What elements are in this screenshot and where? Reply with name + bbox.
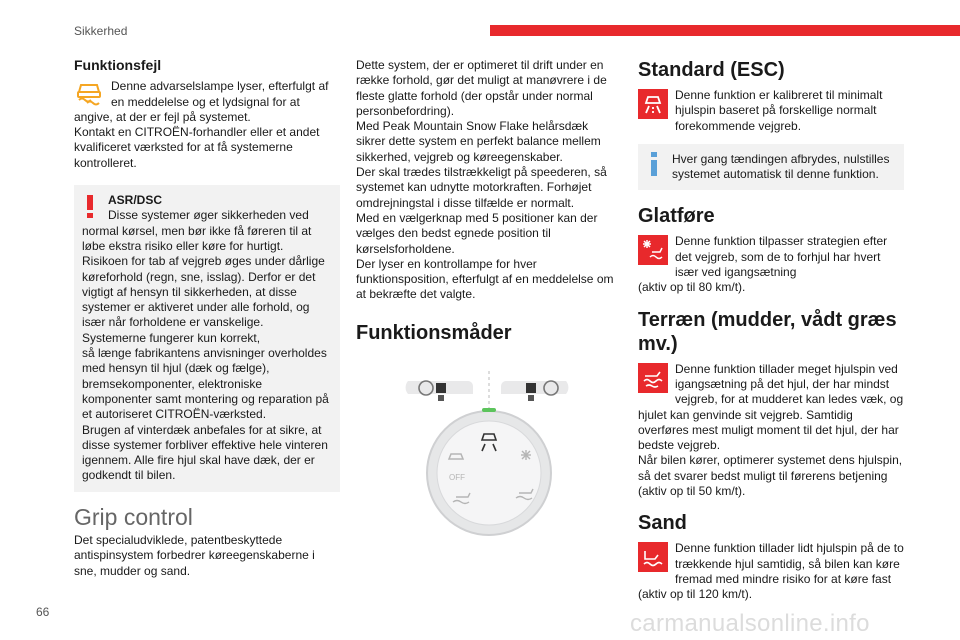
warning-title: ASR/DSC — [108, 193, 163, 208]
standard-heading: Standard (ESC) — [638, 59, 785, 81]
grip-control-heading: Grip control — [74, 503, 193, 530]
mud-mode-icon — [638, 363, 668, 393]
info-text: Hver gang tændingen afbrydes, nulstilles systemet automatisk til denne funktion. — [672, 151, 890, 182]
mode-selector-illustration — [356, 355, 622, 525]
snow-mode-icon — [638, 235, 668, 265]
warning-text: Disse systemer øger sikkerheden ved normal kørsel, men bør ikke få føreren til at løbe ekstra risiko eller køre for hurtigt. Risikoen for tab af vejgreb øges under dårlige køreforhold (regn, sne, isslag). Derfor er det vigtigt af hensyn til sikkerheden, at disse systemer er aktiveret under alle forhold, og især når forholdene er vanskelige. Systemerne fungerer kun korrekt, så længe fabrikantens anvisninger overholdes med hensyn til hjul (dæk og fælge), bremsekomponenter, elektroniske komponenter samt montering og reparation på et autoriseret CITROËN-værksted. Brugen af vinterdæk anbefales for at sikre, at disse systemer forbliver effektive hele vinteren igennem. Alle fire hjul skal have dæk, der er godkendt til bilen. — [82, 208, 329, 483]
mud-heading: Terræn (mudder, vådt græs mv.) — [638, 308, 897, 355]
rotary-dial — [427, 408, 551, 535]
header-accent-bar — [490, 25, 960, 36]
snow-paragraph — [638, 234, 904, 295]
standard-text: Denne funktion er kalibreret til minimalt hjulspin baseret på forskellige normalt forekommende vejgreb. — [675, 88, 883, 133]
page-number: 66 — [36, 605, 50, 619]
dial-off-label: OFF — [449, 472, 465, 482]
standard-paragraph — [638, 88, 904, 134]
grip-body-text: Dette system, der er optimeret til drift under en række forhold, gør det muligt at manøvrere i de fleste glatte forhold (der opstår under normal personbefordring). Med Peak Mountain Snow Flake helårsdæk sikrer dette system en perfekt balance mellem sikkerhed, vejgreb og køreegenskaber. Der skal trædes tilstrækkeligt på speederen, så systemet kan udnytte motorkraften. Forhøjet omdrejningstal i disse tilfælde er normalt. Med en vælgerknap med 5 positioner kan der vælges den bedst egnede position til kørselsforholdene. Der lyser en kontrollampe for hver funktionsposition, efterfulgt af en meddelelse om at bekræfte det valgte. — [356, 58, 614, 302]
watermark: carmanualsonline.info — [630, 610, 870, 637]
snow-text: Denne funktion tilpasser strategien efter det vejgreb, som de to forhjul har hvert især ved igangsætning (aktiv op til 80 km/t). — [638, 234, 888, 295]
mud-text: Denne funktion tillader meget hjulspin ved igangsætning på det hjul, der har mindst vejgreb, for at mudderet kan ledes væk, og hjulet kan genvinde sit vejgreb. Samtidig overføres mest muligt moment til det hjul, der har bedste vejgreb. Når bilen kører, optimerer systemet dens hjulspin, så det svarer bedst muligt til førerens betjening (aktiv op til 50 km/t). — [638, 361, 904, 499]
sand-mode-icon — [638, 542, 668, 572]
sand-heading: Sand — [638, 512, 687, 535]
right-panel-icon — [501, 381, 568, 401]
column-middle — [356, 58, 620, 525]
red-exclamation-icon — [82, 195, 98, 221]
blue-info-icon — [646, 152, 662, 178]
sand-paragraph — [638, 541, 904, 602]
warning-note-box — [74, 185, 340, 492]
column-right — [638, 58, 904, 603]
column-left — [74, 58, 340, 579]
fault-heading: Funktionsfejl — [74, 57, 162, 73]
mud-paragraph — [638, 362, 904, 500]
modes-heading: Funktionsmåder — [356, 321, 512, 344]
sand-text: Denne funktion tillader lidt hjulspin på de to trækkende hjul samtidig, så bilen kan køre fremad med mindre risiko for at køre fast (aktiv op til 120 km/t). — [638, 541, 904, 602]
info-note-box — [638, 144, 904, 191]
snow-heading: Glatføre — [638, 205, 715, 228]
fault-paragraph — [74, 79, 340, 171]
esc-mode-icon — [638, 89, 668, 119]
header-section-title: Sikkerhed — [74, 24, 128, 38]
orange-traction-warning-icon — [74, 80, 104, 108]
grip-control-text: Det specialudviklede, patentbeskyttede antispinsystem forbedrer køreegenskaberne i sne, mudder og sand. — [74, 533, 315, 578]
fault-text: Denne advarselslampe lyser, efterfulgt af en meddelelse og et lydsignal for at angive, at der er fejl på systemet. Kontakt en CITROËN-forhandler eller et andet kvalificeret værksted for at få systemerne kontrolleret. — [74, 79, 329, 170]
left-panel-icon — [406, 381, 473, 401]
mode-selector-dial-graphic — [356, 355, 622, 555]
